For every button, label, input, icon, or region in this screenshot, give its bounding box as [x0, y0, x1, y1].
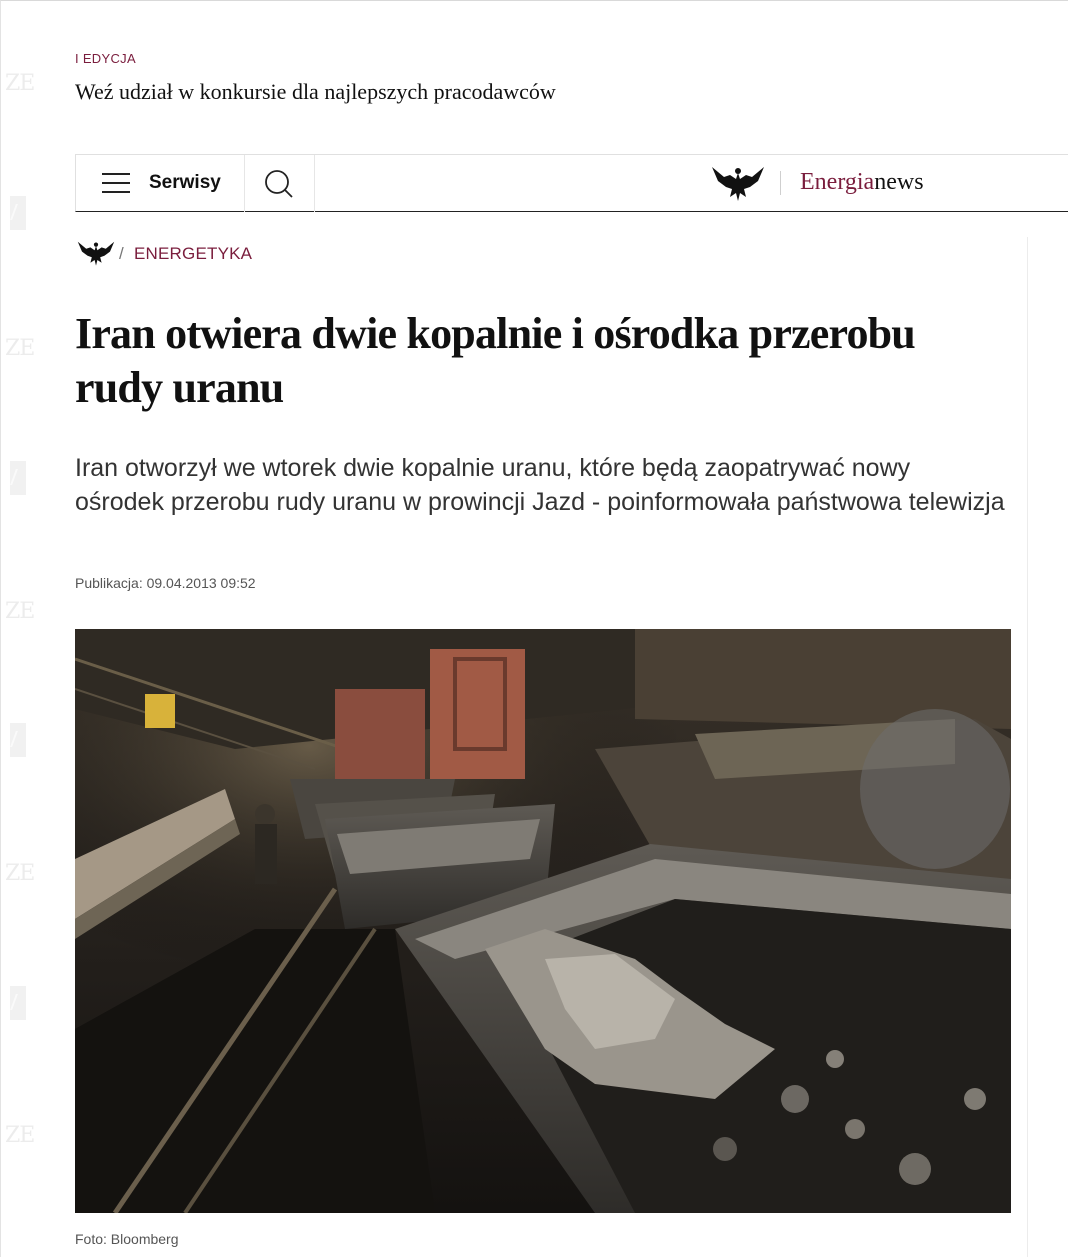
eagle-logo-icon	[710, 163, 766, 203]
article-headline: Iran otwiera dwie kopalnie i ośrodka przerobu rudy uranu	[75, 309, 915, 412]
breadcrumb-section-link[interactable]: ENERGETYKA	[134, 244, 253, 263]
services-menu-button[interactable]	[76, 155, 245, 212]
publication-date: Publikacja: 09.04.2013 09:52	[75, 575, 256, 591]
promo-link[interactable]: Weź udział w konkursie dla najlepszych pracodawców	[75, 79, 556, 104]
brand-name-rest: news	[874, 169, 924, 195]
photo-credit: Foto: Bloomberg	[75, 1231, 179, 1247]
promo-kicker: I EDYCJA	[75, 51, 136, 66]
breadcrumb-separator: /	[119, 244, 124, 263]
content-divider	[1027, 237, 1028, 1257]
top-navbar	[75, 154, 1068, 212]
brand-separator	[780, 171, 781, 195]
watermark-strip: ZE ZE ZE ZE ZE	[5, 71, 35, 1148]
brand-name	[800, 169, 924, 196]
search-button[interactable]	[245, 155, 315, 212]
hamburger-icon	[102, 173, 130, 193]
brand-name-first: Energia	[800, 169, 875, 195]
eagle-home-icon[interactable]	[75, 239, 117, 267]
services-menu-label: Serwisy	[149, 172, 221, 193]
search-icon	[264, 169, 294, 199]
article-lead: Iran otworzył we wtorek dwie kopalnie uranu, które będą zaopatrywać nowy ośrodek przerobu rudy uranu w prowincji Jazd - poinformowała państwowa telewizja	[75, 454, 1005, 516]
article-photo	[75, 629, 1011, 1213]
